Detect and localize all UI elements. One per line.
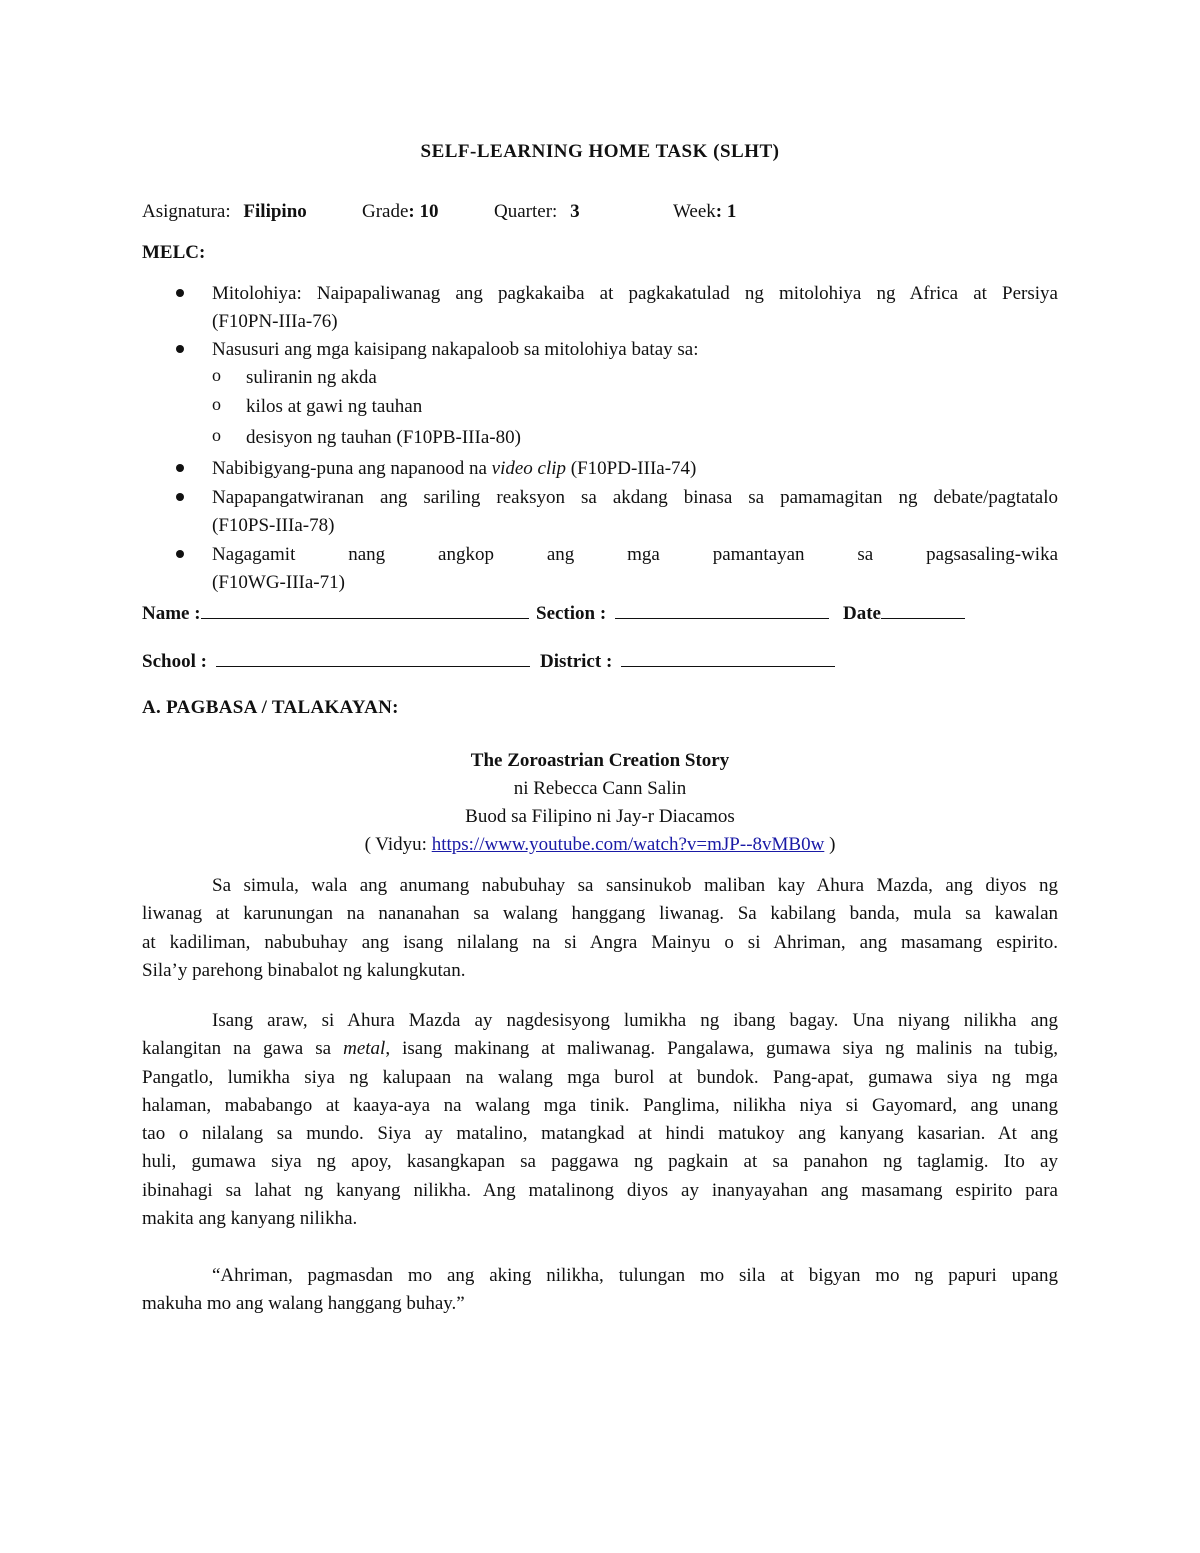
paragraph-line [142,1035,1058,1063]
district-blank[interactable] [621,646,835,667]
melc-item-5-line2: (F10WG-IIIa-71) [212,572,345,593]
grade-label: Grade [362,201,409,222]
sub-bullet-icon: o [212,394,221,414]
melc-item-1-line2: (F10PN-IIIa-76) [212,311,338,332]
paragraph-line: makita ang kanyang nilikha. [142,1208,358,1230]
asignatura-field [142,198,307,226]
quarter-field [494,198,580,226]
melc-item-3 [212,455,696,483]
melc-label: MELC: [142,242,206,263]
paragraph-line: Isang araw, si Ahura Mazda ay nagdesisyong lumikha ng ibang bagay. Una niyang nilikha ang [212,1010,1058,1031]
section-label: Section : [536,603,607,624]
week-field [673,198,736,226]
section-field[interactable] [536,598,829,628]
asignatura-label: Asignatura: [142,201,231,222]
paragraph-line: makuha mo ang walang hanggang buhay.” [142,1293,465,1315]
paragraph-line: at kadiliman, nabubuhay ang isang nilalang na si Angra Mainyu o si Ahriman, ang masamang espirito. [142,931,1058,953]
grade-field [362,198,439,226]
paragraph-italic: metal [343,1038,386,1060]
melc-item-2: Nasusuri ang mga kaisipang nakapaloob sa mitolohiya batay sa: [212,339,699,360]
school-label: School : [142,651,207,672]
paragraph-line: huli, gumawa siya ng apoy, kasangkapan sa paggawa ng pagkain at sa panahon ng taglamig. Ito ay [142,1151,1058,1173]
melc-item-4-line1: Napapangatwiranan ang sariling reaksyon sa akdang binasa sa pamamagitan ng debate/pagtatalo [212,487,1058,508]
melc-item-3-text: Nabibigyang-puna ang napanood na [212,458,492,479]
district-label: District : [540,651,613,672]
date-field[interactable] [843,598,965,628]
paragraph-line: tao o nilalang sa mundo. Siya ay matalino, matangkad at hindi matukoy ang kanyang kasarian. At ang [142,1123,1058,1145]
page-title: SELF-LEARNING HOME TASK (SLHT) [420,141,780,162]
melc-item-3-code: (F10PD-IIIa-74) [566,458,697,479]
date-label: Date [843,603,881,624]
melc-item-3-italic: video clip [491,458,567,479]
school-blank[interactable] [216,646,530,667]
paragraph-text: , isang makinang at maliwanag. Pangalawa, gumawa siya ng malinis na tubig, [385,1038,1059,1060]
paragraph-line: ibinahagi sa lahat ng kanyang nilikha. Ang matalinong diyos ay inanyayahan ang masamang espirito para [142,1179,1058,1201]
date-blank[interactable] [881,598,965,619]
school-field[interactable] [142,646,530,676]
week-value: : 1 [715,201,737,222]
bullet-icon [176,464,184,472]
quarter-value: 3 [570,201,580,222]
paragraph-text: kalangitan na gawa sa [142,1038,344,1060]
paragraph-line: halaman, mababango at kaaya-aya na walang mga tinik. Panglima, nilikha niya si Gayomard, ang unang [142,1094,1058,1116]
sub-bullet-icon: o [212,425,221,445]
section-a-heading: A. PAGBASA / TALAKAYAN: [142,697,399,718]
paragraph-line: “Ahriman, pagmasdan mo ang aking nilikha, tulungan mo sila at bigyan mo ng papuri upang [212,1265,1058,1286]
bullet-icon [176,550,184,558]
bullet-icon [176,493,184,501]
melc-item-4-line2: (F10PS-IIIa-78) [212,515,335,536]
paragraph-line: Sa simula, wala ang anumang nabubuhay sa sansinukob maliban kay Ahura Mazda, ang diyos ng [212,875,1058,896]
week-label: Week [673,201,716,222]
video-close: ) [824,834,836,855]
melc-subitem-1: suliranin ng akda [246,367,377,388]
asignatura-value: Filipino [243,201,307,222]
melc-item-5-line1: Nagagamit nang angkop ang mga pamantayan sa pagsasaling-wika [212,544,1058,565]
quarter-label: Quarter: [494,201,558,222]
name-field[interactable] [142,598,529,628]
melc-item-1-line1: Mitolohiya: Naipapaliwanag ang pagkakaiba at pagkakatulad ng mitolohiya ng Africa at Persiya [212,283,1058,304]
paragraph-1 [142,872,1058,985]
video-link[interactable]: https://www.youtube.com/watch?v=mJP--8vMB0w [431,834,825,855]
video-label: ( Vidyu: [364,834,432,855]
paragraph-line: Pangatlo, lumikha siya ng kalupaan na walang mga burol at bundok. Pang-apat, gumawa siya ng mga [142,1066,1058,1088]
name-label: Name : [142,603,201,624]
story-author: ni Rebecca Cann Salin [513,778,687,799]
story-translator: Buod sa Filipino ni Jay-r Diacamos [465,806,735,827]
melc-subitem-3: desisyon ng tauhan (F10PB-IIIa-80) [246,427,521,448]
melc-subitem-2: kilos at gawi ng tauhan [246,396,423,417]
video-reference [0,831,1200,859]
paragraph-line: liwanag at karunungan na nananahan sa walang hanggang liwanag. Sa kabilang banda, mula sa kawalan [142,903,1058,925]
bullet-icon [176,289,184,297]
story-title: The Zoroastrian Creation Story [470,750,730,771]
paragraph-3 [142,1262,1058,1319]
paragraph-line: Sila’y parehong binabalot ng kalungkutan. [142,959,466,981]
district-field[interactable] [540,646,835,676]
name-blank[interactable] [201,598,529,619]
bullet-icon [176,345,184,353]
grade-value: : 10 [408,201,439,222]
section-blank[interactable] [615,598,829,619]
sub-bullet-icon: o [212,365,221,385]
paragraph-2 [142,1007,1058,1233]
